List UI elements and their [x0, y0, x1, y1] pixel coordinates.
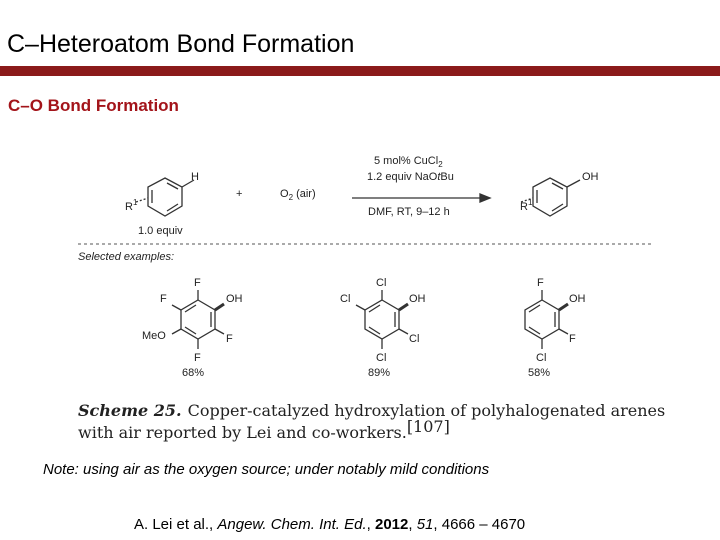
example-2-yield: 89%	[368, 367, 391, 379]
section-subtitle: C–O Bond Formation	[8, 96, 179, 115]
title-divider	[0, 66, 720, 76]
example-2-right-bottom: Cl	[409, 333, 420, 345]
example-1-bottom: F	[194, 352, 201, 364]
selected-examples-label: Selected examples:	[78, 251, 174, 263]
reactant-h-label: H	[191, 171, 199, 183]
reactant-equiv: 1.0 equiv	[138, 225, 183, 237]
example-1-ring	[181, 300, 215, 339]
example-1-yield: 68%	[182, 367, 205, 379]
example-2-oh: OH	[409, 293, 426, 305]
example-3-yield: 58%	[528, 367, 551, 379]
conditions-solvent: DMF, RT, 9–12 h	[368, 206, 450, 218]
plus-sign: +	[236, 188, 243, 200]
citation-journal: Angew. Chem. Int. Ed.	[217, 516, 367, 533]
scheme-caption-line1: Scheme 25. Copper-catalyzed hydroxylation of polyhalogenated arenes	[78, 401, 666, 420]
example-1-right-bottom: F	[226, 333, 233, 345]
example-3-oh: OH	[569, 293, 586, 305]
example-2-left-top: Cl	[340, 293, 351, 305]
conditions-base: 1.2 equiv NaOtBu	[367, 171, 454, 183]
example-1-oh: OH	[226, 293, 243, 305]
citation-sep2: ,	[408, 516, 417, 533]
example-2-ring	[365, 300, 399, 339]
example-1-left-top: F	[160, 293, 167, 305]
oxidant-label: $O_2$ (air)	[280, 188, 316, 202]
conditions-catalyst: 5 mol% CuCl$_2$	[374, 155, 443, 169]
reaction-scheme-figure	[70, 140, 670, 452]
product-oh-label: OH	[582, 171, 599, 183]
product-ring	[533, 178, 567, 216]
reaction-scheme-svg	[70, 140, 670, 452]
example-1-left-bottom: MeO	[142, 330, 166, 342]
citation-authors: A. Lei et al.,	[134, 516, 218, 533]
example-3-bottom: Cl	[536, 352, 547, 364]
example-2-bottom: Cl	[376, 352, 387, 364]
note-text: Note: using air as the oxygen source; under notably mild conditions	[43, 461, 490, 478]
reactant-r-label: $R^1$	[125, 198, 138, 213]
reactant-ring	[148, 178, 182, 216]
example-3-right-bottom: F	[569, 333, 576, 345]
citation-sep1: ,	[366, 516, 375, 533]
citation-volume: 51	[416, 516, 434, 533]
citation	[134, 516, 525, 533]
example-2-top: Cl	[376, 277, 387, 289]
citation-year: 2012	[374, 516, 409, 533]
example-3-top: F	[537, 277, 544, 289]
example-3-ring	[525, 300, 559, 339]
product-r-label: $R^1$	[520, 198, 533, 213]
slide-title: C–Heteroatom Bond Formation	[7, 30, 355, 58]
example-1-top: F	[194, 277, 201, 289]
citation-pages: , 4666 – 4670	[433, 516, 526, 533]
scheme-caption-line2: with air reported by Lei and co-workers.[107]	[78, 417, 450, 442]
